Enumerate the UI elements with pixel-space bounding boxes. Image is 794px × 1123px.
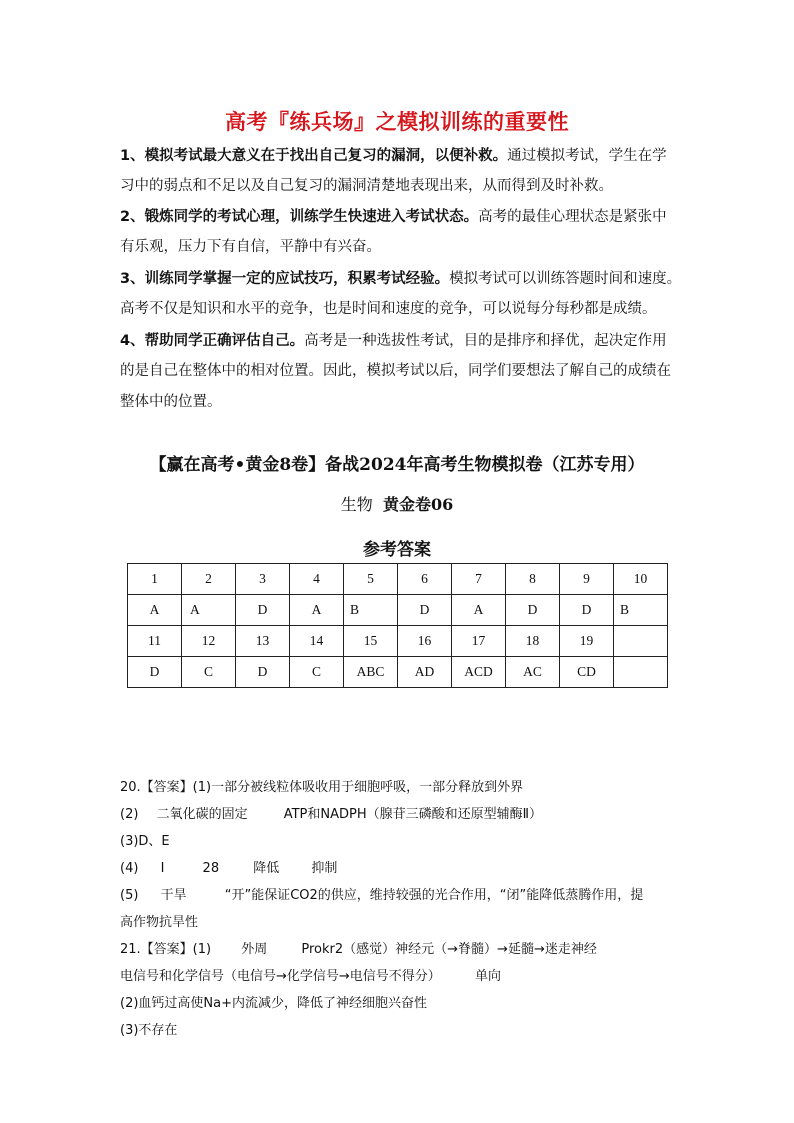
table-cell: 16 bbox=[398, 626, 452, 657]
table-row bbox=[128, 626, 668, 657]
point-2-text: 高考的最佳心理状态是紧张中 bbox=[478, 209, 667, 225]
q20-num-5: (5) bbox=[120, 888, 139, 903]
q20-ans-2b: ATP和NADPH（腺苷三磷酸和还原型辅酶Ⅱ） bbox=[283, 807, 543, 822]
q20-num-2: (2) bbox=[120, 807, 139, 822]
table-cell: CD bbox=[560, 657, 614, 688]
point-4-cont: 的是自己在整体中的相对位置。因此，模拟考试以后，同学们要想法了解自己的成绩在 bbox=[120, 363, 671, 379]
table-cell: 10 bbox=[614, 564, 668, 595]
point-1-bold: 1、模拟考试最大意义在于找出自己复习的漏洞，以便补救。 bbox=[120, 148, 508, 164]
answer-heading: 参考答案 bbox=[363, 540, 431, 560]
table-cell: A bbox=[182, 595, 236, 626]
page-title: 高考『练兵场』之模拟训练的重要性 bbox=[225, 110, 569, 134]
table-cell: 7 bbox=[452, 564, 506, 595]
table-cell: A bbox=[128, 595, 182, 626]
point-2-cont: 有乐观，压力下有自信，平静中有兴奋。 bbox=[120, 239, 381, 255]
table-row bbox=[128, 595, 668, 626]
q21-label: 21.【答案】(1) bbox=[120, 942, 212, 957]
q20-line-6: 高作物抗旱性 bbox=[120, 915, 199, 930]
point-2 bbox=[120, 207, 667, 227]
table-cell: D bbox=[128, 657, 182, 688]
q20-ans-2a: 二氧化碳的固定 bbox=[156, 807, 248, 822]
point-1-text: 通过模拟考试，学生在学 bbox=[507, 148, 667, 164]
table-cell: 14 bbox=[290, 626, 344, 657]
q20-num-4: (4) bbox=[120, 861, 139, 876]
table-cell: D bbox=[398, 595, 452, 626]
point-3-cont: 高考不仅是知识和水平的竞争，也是时间和速度的竞争，可以说每分每秒都是成绩。 bbox=[120, 301, 657, 317]
exam-title: 【赢在高考•黄金8卷】备战2024年高考生物模拟卷（江苏专用） bbox=[149, 455, 645, 475]
point-1 bbox=[120, 146, 667, 166]
table-cell: 8 bbox=[506, 564, 560, 595]
table-cell: 2 bbox=[182, 564, 236, 595]
table-cell: 1 bbox=[128, 564, 182, 595]
table-cell: 17 bbox=[452, 626, 506, 657]
q21-ans-2b: 单向 bbox=[474, 969, 501, 984]
table-cell: D bbox=[560, 595, 614, 626]
q20-ans-5b: “开”能保证CO2的供应，维持较强的光合作用，“闭”能降低蒸腾作用，提 bbox=[224, 888, 644, 903]
point-4-text: 高考是一种选拔性考试，目的是排序和择优，起决定作用 bbox=[304, 333, 667, 349]
table-cell: 5 bbox=[344, 564, 398, 595]
q20-ans-5a: 干旱 bbox=[160, 888, 187, 903]
paper-subtitle bbox=[0, 492, 794, 515]
table-cell bbox=[614, 657, 668, 688]
q20-line-1 bbox=[120, 779, 523, 797]
q20-ans-1: 一部分被线粒体吸收用于细胞呼吸，一部分释放到外界 bbox=[211, 780, 524, 795]
table-cell: 12 bbox=[182, 626, 236, 657]
table-cell: 15 bbox=[344, 626, 398, 657]
table-cell: ACD bbox=[452, 657, 506, 688]
q20-ans-4d: 抑制 bbox=[311, 861, 338, 876]
answer-table bbox=[127, 563, 668, 688]
q20-line-5 bbox=[120, 887, 643, 905]
point-3-text: 模拟考试可以训练答题时间和速度。 bbox=[449, 271, 682, 287]
point-4 bbox=[120, 331, 667, 351]
point-3-bold: 3、训练同学掌握一定的应试技巧，积累考试经验。 bbox=[120, 271, 450, 287]
table-row bbox=[128, 657, 668, 688]
q20-line-4 bbox=[120, 860, 337, 878]
q20-ans-4c: 降低 bbox=[253, 861, 280, 876]
point-4-bold: 4、帮助同学正确评估自己。 bbox=[120, 333, 305, 349]
q20-label: 20.【答案】(1) bbox=[120, 780, 212, 795]
q21-line-1 bbox=[120, 941, 597, 959]
point-3 bbox=[120, 269, 681, 289]
table-cell: 3 bbox=[236, 564, 290, 595]
table-cell: B bbox=[614, 595, 668, 626]
table-row bbox=[128, 564, 668, 595]
table-cell: D bbox=[506, 595, 560, 626]
table-cell: 13 bbox=[236, 626, 290, 657]
point-2-bold: 2、锻炼同学的考试心理，训练学生快速进入考试状态。 bbox=[120, 209, 479, 225]
table-cell: D bbox=[236, 595, 290, 626]
table-cell: B bbox=[344, 595, 398, 626]
table-cell: 4 bbox=[290, 564, 344, 595]
table-cell: A bbox=[290, 595, 344, 626]
q21-line-2 bbox=[120, 968, 501, 986]
table-cell: 11 bbox=[128, 626, 182, 657]
subject-label: 生物 bbox=[340, 495, 373, 514]
q21-ans-1b: Prokr2（感觉）神经元（→脊髓）→延髓→迷走神经 bbox=[301, 942, 597, 957]
q21-ans-1a: 外周 bbox=[241, 942, 268, 957]
q20-line-3: (3)D、E bbox=[120, 834, 170, 849]
q21-ans-2a: 电信号和化学信号（电信号→化学信号→电信号不得分） bbox=[120, 969, 441, 984]
q21-line-3: (2)血钙过高使Na+内流减少，降低了神经细胞兴奋性 bbox=[120, 996, 427, 1011]
table-cell: A bbox=[452, 595, 506, 626]
table-cell: 6 bbox=[398, 564, 452, 595]
q21-line-4: (3)不存在 bbox=[120, 1023, 178, 1038]
table-cell: 18 bbox=[506, 626, 560, 657]
table-cell bbox=[614, 626, 668, 657]
table-cell: C bbox=[182, 657, 236, 688]
point-4-cont2: 整体中的位置。 bbox=[120, 394, 222, 410]
table-cell: 19 bbox=[560, 626, 614, 657]
table-cell: AD bbox=[398, 657, 452, 688]
paper-label: 黄金卷06 bbox=[382, 495, 454, 514]
table-cell: ABC bbox=[344, 657, 398, 688]
q20-ans-4a: I bbox=[160, 861, 165, 876]
table-cell: AC bbox=[506, 657, 560, 688]
table-cell: 9 bbox=[560, 564, 614, 595]
table-cell: C bbox=[290, 657, 344, 688]
q20-ans-4b: 28 bbox=[202, 861, 220, 876]
q20-line-2 bbox=[120, 806, 542, 824]
table-cell: D bbox=[236, 657, 290, 688]
point-1-cont: 习中的弱点和不足以及自己复习的漏洞清楚地表现出来，从而得到及时补救。 bbox=[120, 178, 613, 194]
